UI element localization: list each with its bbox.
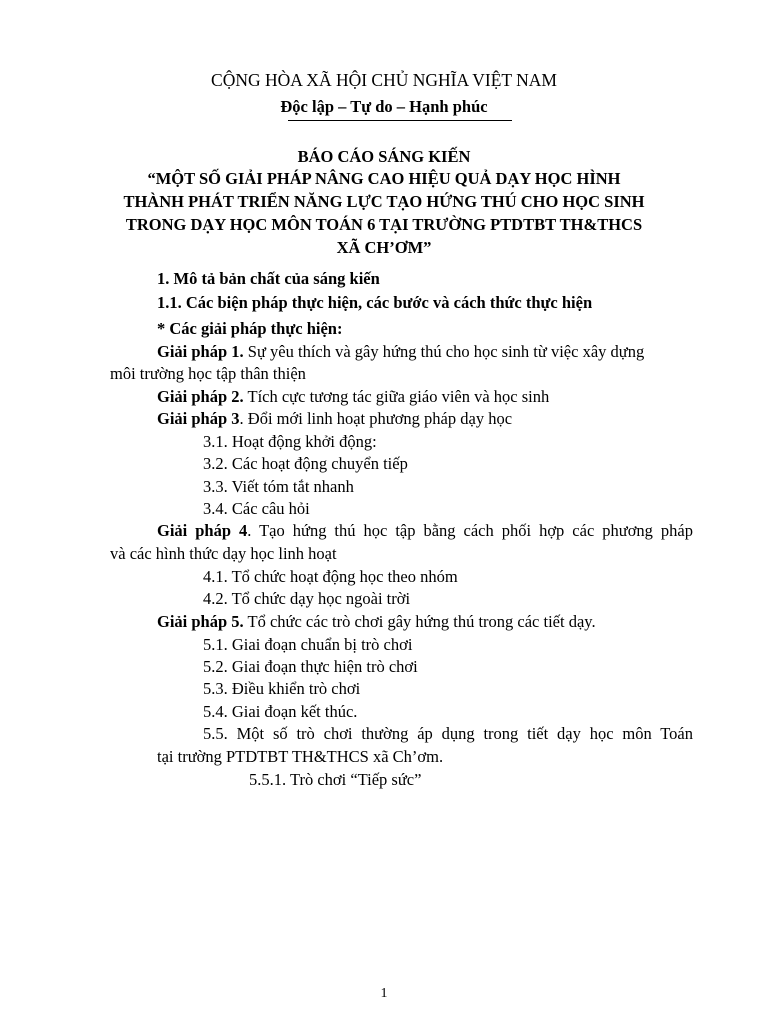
solution-3-item: 3.4. Các câu hỏi xyxy=(203,499,310,518)
report-title-line-4: XÃ CH’ƠM” xyxy=(336,238,432,257)
solution-3 xyxy=(157,409,512,429)
solution-5 xyxy=(157,612,596,632)
solution-4 xyxy=(157,521,693,541)
solution-1-text: Sự yêu thích và gây hứng thú cho học sinh từ việc xây dựng xyxy=(243,342,645,361)
section-heading-1-1: 1.1. Các biện pháp thực hiện, các bước và cách thức thực hiện xyxy=(157,293,593,312)
solution-5-label: Giải pháp 5. xyxy=(157,612,244,631)
solution-4-continuation: và các hình thức dạy học linh hoạt xyxy=(110,544,337,563)
solution-3-label: Giải pháp 3 xyxy=(157,409,240,428)
solution-2-label: Giải pháp 2. xyxy=(157,387,244,406)
solution-2-text: Tích cực tương tác giữa giáo viên và học sinh xyxy=(243,387,550,406)
solution-5-item-5-5-continuation: tại trường PTDTBT TH&THCS xã Ch’ơm. xyxy=(157,747,444,766)
solution-5-item-5-5-1: 5.5.1. Trò chơi “Tiếp sức” xyxy=(249,770,422,789)
solution-4-item: 4.2. Tổ chức dạy học ngoài trời xyxy=(203,589,411,608)
solution-2 xyxy=(157,387,549,407)
solution-5-item-5-5: 5.5. Một số trò chơi thường áp dụng trong tiết dạy học môn Toán xyxy=(203,724,693,743)
solution-3-item: 3.2. Các hoạt động chuyển tiếp xyxy=(203,454,408,473)
solution-3-item: 3.1. Hoạt động khởi động: xyxy=(203,432,377,451)
report-kind: BÁO CÁO SÁNG KIẾN xyxy=(297,147,471,166)
solution-4-text: . Tạo hứng thú học tập bằng cách phối hợp các phương pháp xyxy=(247,521,693,540)
solution-5-item: 5.2. Giai đoạn thực hiện trò chơi xyxy=(203,657,418,676)
report-title-line-3: TRONG DẠY HỌC MÔN TOÁN 6 TẠI TRƯỜNG PTDTBT TH&THCS xyxy=(125,215,643,234)
solution-4-label: Giải pháp 4 xyxy=(157,521,248,540)
solution-5-text: Tổ chức các trò chơi gây hứng thú trong các tiết dạy. xyxy=(243,612,596,631)
national-motto: Độc lập – Tự do – Hạnh phúc xyxy=(280,97,488,116)
national-title: CỘNG HÒA XÃ HỘI CHỦ NGHĨA VIỆT NAM xyxy=(211,70,557,90)
solution-1 xyxy=(157,342,644,362)
solution-4-item: 4.1. Tổ chức hoạt động học theo nhóm xyxy=(203,567,458,586)
solution-5-item: 5.3. Điều khiển trò chơi xyxy=(203,679,361,698)
report-title-line-1: “MỘT SỐ GIẢI PHÁP NÂNG CAO HIỆU QUẢ DẠY HỌC HÌNH xyxy=(147,169,621,188)
section-heading-1: 1. Mô tả bản chất của sáng kiến xyxy=(157,269,380,288)
motto-underline xyxy=(288,120,512,121)
solution-3-text: . Đổi mới linh hoạt phương pháp dạy học xyxy=(239,409,513,428)
page-number: 1 xyxy=(380,986,388,1001)
solution-1-label: Giải pháp 1. xyxy=(157,342,244,361)
solutions-heading: * Các giải pháp thực hiện: xyxy=(157,319,343,338)
solution-3-item: 3.3. Viết tóm tắt nhanh xyxy=(203,477,354,496)
report-title-line-2: THÀNH PHÁT TRIỂN NĂNG LỰC TẠO HỨNG THÚ CHO HỌC SINH xyxy=(123,192,645,211)
solution-5-item: 5.1. Giai đoạn chuẩn bị trò chơi xyxy=(203,635,413,654)
solution-1-continuation: môi trường học tập thân thiện xyxy=(110,364,306,383)
solution-5-item: 5.4. Giai đoạn kết thúc. xyxy=(203,702,358,721)
